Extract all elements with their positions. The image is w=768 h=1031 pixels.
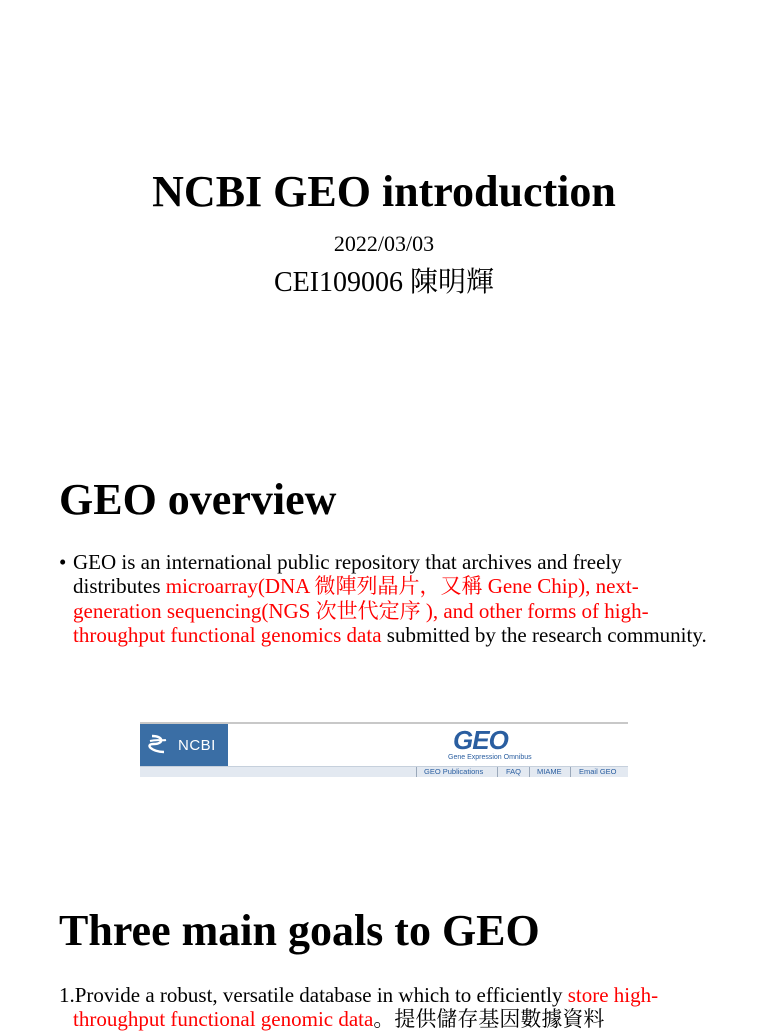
goal-text-start: Provide a robust, versatile database in which to efficiently	[74, 983, 568, 1007]
link-separator	[529, 767, 530, 777]
goal-text-end: 。提供儲存基因數據資料	[373, 1007, 605, 1031]
faq-link[interactable]: FAQ	[506, 767, 522, 776]
miame-link[interactable]: MIAME	[537, 767, 562, 776]
presentation-title: NCBI GEO introduction	[152, 167, 616, 216]
banner-link-bar	[140, 766, 628, 777]
goal-text-highlight-a: store high-	[567, 983, 659, 1007]
geo-logo-subtitle: Gene Expression Omnibus	[448, 754, 532, 761]
overview-text-highlight: microarray(DNA 微陣列晶片，又稱 Gene Chip), next-generation sequencing(NGS 次世代定序 ), and other forms of high-throughput functional genomics data	[73, 574, 649, 647]
geo-overview-paragraph	[59, 550, 709, 647]
overview-text-end: submitted by the research community.	[381, 622, 707, 647]
geo-logo-area	[228, 724, 628, 766]
presentation-date: 2022/03/03	[333, 231, 435, 256]
geo-logo[interactable]: GEO	[453, 725, 508, 755]
three-goals-heading: Three main goals to GEO	[59, 906, 540, 955]
ncbi-helix-icon	[146, 732, 172, 758]
link-separator	[570, 767, 571, 777]
goal-number: 1.	[59, 983, 75, 1007]
presentation-author: CEI109006 陳明輝	[273, 267, 495, 298]
geo-publications-link[interactable]: GEO Publications	[424, 767, 484, 776]
link-separator	[497, 767, 498, 777]
link-separator	[416, 767, 417, 777]
overview-text-start: GEO is an international public repository that archives and freely distributes	[73, 550, 622, 599]
goal-text-highlight-b: throughput functional genomic data	[73, 1007, 374, 1031]
email-geo-link[interactable]: Email GEO	[579, 767, 617, 776]
bullet-marker: •	[59, 550, 67, 574]
ncbi-logo[interactable]	[140, 724, 228, 766]
ncbi-geo-banner	[140, 722, 628, 776]
geo-overview-heading: GEO overview	[59, 475, 337, 524]
ncbi-logo-text: NCBI	[178, 737, 216, 754]
